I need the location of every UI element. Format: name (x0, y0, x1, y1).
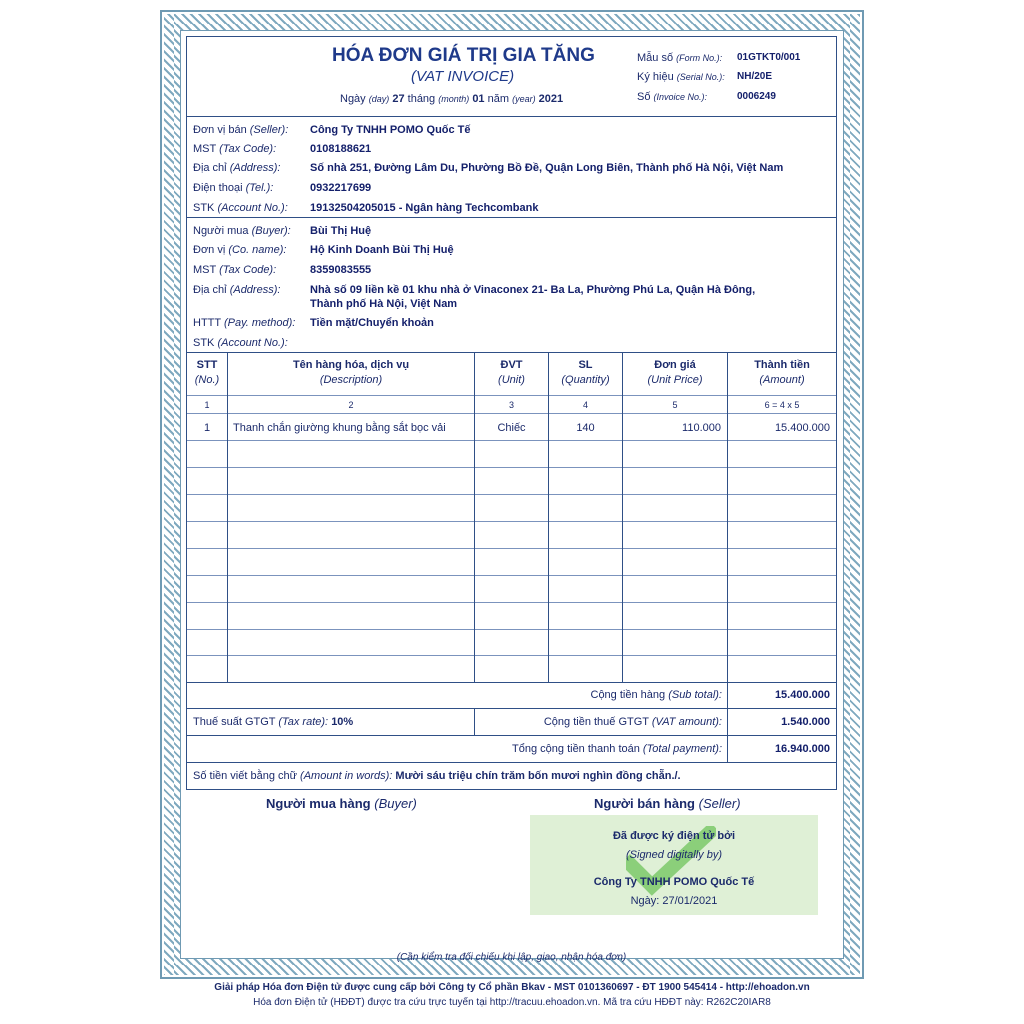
row-description: Thanh chắn giường khung bằng sắt bọc vải (233, 422, 446, 434)
seller-tax-code: 0108188621 (310, 143, 372, 155)
col-header-no-en: (No.) (194, 374, 220, 386)
form-no-label: Mẫu số (Form No.): (637, 52, 723, 64)
totals-row-line (186, 682, 837, 683)
col-header-description: Tên hàng hóa, dịch vụ (292, 359, 410, 371)
buyer-name: Bùi Thị Huệ (310, 225, 372, 237)
totals-row-line (186, 735, 837, 736)
totals-col-line (474, 708, 475, 735)
seller-account-label: STK (Account No.): (193, 202, 288, 214)
invoice-no-label: Số (Invoice No.): (637, 91, 708, 103)
serial-value: NH/20E (737, 71, 773, 82)
table-row-line (187, 655, 836, 656)
table-row-line (187, 602, 836, 603)
row-unit-price: 110.000 (682, 422, 721, 434)
total-payment-label: Tổng cộng tiền thanh toán (Total payment): (512, 743, 722, 755)
col-header-quantity-en: (Quantity) (561, 374, 610, 386)
seller-tax-label: MST (Tax Code): (193, 143, 277, 155)
divider (186, 217, 837, 218)
divider (186, 116, 837, 117)
buyer-address-line1: Nhà số 09 liền kề 01 khu nhà ở Vinaconex 21- Ba La, Phường Phú La, Quận Hà Đông, (310, 284, 756, 296)
footer-provider: Giải pháp Hóa đơn Điện tử được cung cấp bởi Công ty Cổ phần Bkav - MST 0101360697 - ĐT 1900 545414 - http://ehoadon.vn (214, 982, 810, 993)
amount-in-words: Số tiền viết bằng chữ (Amount in words): Mười sáu triệu chín trăm bốn mươi nghìn đồng chẵn./. (193, 770, 681, 782)
buyer-name-label: Người mua (Buyer): (193, 225, 291, 237)
signed-by: Công Ty TNHH POMO Quốc Tế (593, 876, 755, 888)
invoice-no-value: 0006249 (737, 91, 776, 102)
buyer-account-label: STK (Account No.): (193, 337, 288, 349)
tax-rate-value: 10% (331, 716, 354, 728)
signed-text: Đã được ký điện tử bởi (612, 830, 736, 842)
total-payment-value: 16.940.000 (774, 743, 830, 755)
subtotal-label: Cộng tiền hàng (Sub total): (590, 689, 722, 701)
col-header-unit: ĐVT (500, 359, 523, 371)
table-row-line (187, 395, 836, 396)
seller-phone: 0932217699 (310, 182, 372, 194)
col-header-amount-en: (Amount) (759, 374, 805, 386)
divider (186, 352, 837, 353)
serial-label: Ký hiệu (Serial No.): (637, 71, 725, 83)
col-index: 3 (508, 400, 514, 410)
footer-lookup: Hóa đơn Điện tử (HĐĐT) được tra cứu trực tuyến tại http://tracuu.ehoadon.vn. Mã tra cứu HĐĐT này: R262C20IAR8 (253, 997, 771, 1008)
amount-in-words-value: Mười sáu triệu chín trăm bốn mươi nghìn đồng chẵn./. (395, 770, 681, 782)
buyer-address-line2: Thành phố Hà Nội, Việt Nam (310, 298, 458, 310)
col-index: 4 (582, 400, 588, 410)
table-row-line (187, 467, 836, 468)
buyer-tax-code: 8359083555 (310, 264, 372, 276)
col-header-unit-price-en: (Unit Price) (647, 374, 703, 386)
table-row-line (187, 629, 836, 630)
table-row-line (187, 413, 836, 414)
totals-row-line (186, 708, 837, 709)
seller-account: 19132504205015 - Ngân hàng Techcombank (310, 202, 539, 214)
totals-row-line (186, 762, 837, 763)
invoice-subtitle: (VAT INVOICE) (411, 68, 515, 85)
col-header-quantity: SL (578, 359, 593, 371)
seller-phone-label: Điện thoại (Tel.): (193, 182, 274, 194)
invoice-date: Ngày (day) 27 tháng (month) 01 năm (year) 2021 (340, 93, 564, 105)
buyer-tax-label: MST (Tax Code): (193, 264, 277, 276)
buyer-pay-method: Tiền mặt/Chuyển khoản (310, 317, 434, 329)
seller-address-label: Địa chỉ (Address): (193, 162, 281, 174)
signed-date: Ngày: 27/01/2021 (630, 895, 718, 907)
buyer-pay-label: HTTT (Pay. method): (193, 317, 296, 329)
col-header-unit-en: (Unit) (498, 374, 525, 386)
signed-text-en: (Signed digitally by) (626, 849, 722, 861)
row-no: 1 (203, 422, 211, 434)
buyer-signature-label: Người mua hàng (Buyer) (266, 796, 417, 811)
invoice-title: HÓA ĐƠN GIÁ TRỊ GIA TĂNG (332, 45, 595, 66)
table-row-line (187, 521, 836, 522)
row-unit: Chiếc (497, 422, 526, 434)
vat-amount-label: Cộng tiền thuế GTGT (VAT amount): (543, 716, 722, 728)
table-row-line (187, 575, 836, 576)
col-index: 6 = 4 x 5 (764, 400, 800, 410)
seller-address: Số nhà 251, Đường Lâm Du, Phường Bồ Đề, Quận Long Biên, Thành phố Hà Nội, Việt Nam (310, 162, 784, 174)
check-note: (Cần kiểm tra đối chiếu khi lập, giao, nhận hóa đơn) (396, 952, 627, 963)
buyer-address-label: Địa chỉ (Address): (193, 284, 281, 296)
col-header-unit-price: Đơn giá (654, 359, 696, 371)
buyer-company-label: Đơn vị (Co. name): (193, 244, 287, 256)
col-index: 5 (672, 400, 678, 410)
form-no-value: 01GTKT0/001 (737, 52, 801, 63)
col-index: 2 (348, 400, 354, 410)
vat-amount-value: 1.540.000 (781, 716, 830, 728)
buyer-company: Hộ Kinh Doanh Bùi Thị Huệ (310, 244, 454, 256)
col-header-description-en: (Description) (319, 374, 383, 386)
seller-name: Công Ty TNHH POMO Quốc Tế (310, 124, 471, 136)
col-index: 1 (204, 400, 210, 410)
row-amount: 15.400.000 (774, 422, 830, 434)
table-row-line (187, 494, 836, 495)
tax-rate-label: Thuế suất GTGT (Tax rate): 10% (193, 716, 354, 728)
subtotal-value: 15.400.000 (774, 689, 830, 701)
row-quantity: 140 (576, 422, 595, 434)
table-row-line (187, 440, 836, 441)
seller-name-label: Đơn vị bán (Seller): (193, 124, 289, 136)
col-header-no: STT (196, 359, 218, 371)
col-header-amount: Thành tiền (754, 359, 810, 371)
seller-signature-label: Người bán hàng (Seller) (594, 796, 741, 811)
table-row-line (187, 548, 836, 549)
